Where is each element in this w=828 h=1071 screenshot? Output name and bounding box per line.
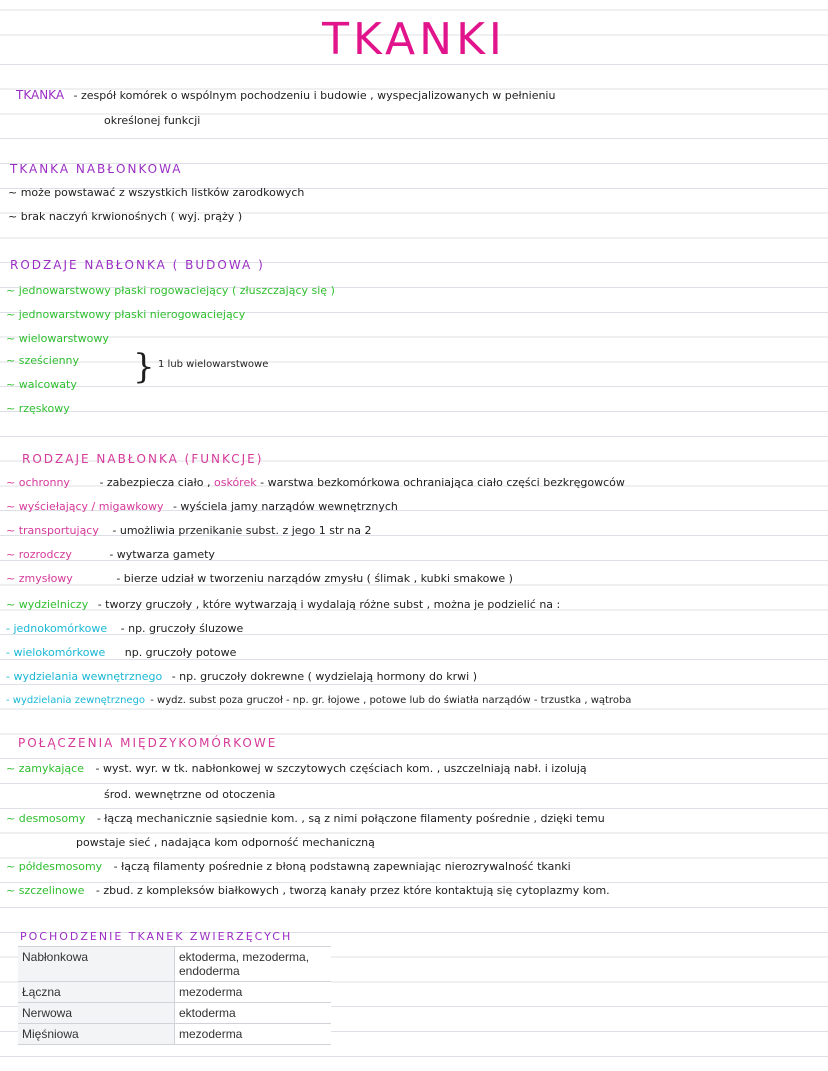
junction-text: - łączą filamenty pośrednie z błoną podstawną zapewniając nierozrywalność tkanki: [113, 860, 571, 873]
epithelium-heading: TKANKA NABŁONKOWA: [10, 162, 183, 176]
origin-cell: mezoderma: [175, 1024, 332, 1045]
structure-item: ~ sześcienny: [6, 354, 80, 367]
function-text: - np. gruczoły śluzowe: [120, 622, 244, 635]
junction-text: - łączą mechanicznie sąsiednie kom. , są z nimi połączone filamenty pośrednie , dzięki temu: [96, 812, 605, 825]
function-extra-text: - warstwa bezkomórkowa ochraniająca ciało części bezkręgowców: [260, 476, 625, 489]
function-text: - umożliwia przenikanie subst. z jego 1 str na 2: [112, 524, 372, 537]
function-line: [6, 476, 625, 490]
origin-heading: POCHODZENIE TKANEK ZWIERZĘCYCH: [20, 930, 293, 943]
tissue-cell: Nabłonkowa: [18, 947, 175, 982]
function-text: - wydz. subst poza gruczoł - np. gr. łojowe , potowe lub do światła narządów - trzustka , wątroba: [150, 695, 632, 706]
function-line: [6, 548, 215, 562]
junction-term: ~ zamykające: [6, 762, 84, 775]
function-line: [6, 646, 236, 660]
function-extra-term: oskórek: [214, 476, 257, 489]
structure-item: ~ walcowaty: [6, 378, 77, 391]
table-row: [18, 1024, 331, 1045]
structure-heading: RODZAJE NABŁONKA ( BUDOWA ): [10, 258, 265, 272]
function-line: [6, 572, 513, 586]
table-row: [18, 947, 331, 982]
origin-cell: ektoderma, mezoderma, endoderma: [175, 947, 332, 982]
structure-item: ~ jednowarstwowy płaski rogowaciejący ( złuszczający się ): [6, 284, 335, 297]
definition-line-2: określonej funkcji: [104, 114, 201, 127]
function-text: - tworzy gruczoły , które wytwarzają i wydalają różne subst , można je podzielić na :: [97, 598, 561, 611]
function-text: - bierze udział w tworzeniu narządów zmysłu ( ślimak , kubki smakowe ): [116, 572, 513, 585]
function-text: np. gruczoły potowe: [124, 646, 237, 659]
definition-term: TKANKA: [16, 88, 65, 102]
tissue-cell: Nerwowa: [18, 1003, 175, 1024]
junction-text: - zbud. z kompleksów białkowych , tworzą kanały przez które kontaktują się cytoplazmy kom.: [95, 884, 610, 897]
junction-line: [6, 860, 571, 874]
function-term: ~ ochronny: [6, 476, 70, 489]
origin-cell: mezoderma: [175, 982, 332, 1003]
origin-table: [18, 946, 331, 1045]
function-term: - wydzielania zewnętrznego: [6, 695, 146, 706]
function-line: [6, 694, 631, 708]
function-line: [6, 524, 372, 538]
function-term: ~ zmysłowy: [6, 572, 73, 585]
table-row: [18, 982, 331, 1003]
structure-item: ~ wielowarstwowy: [6, 332, 109, 345]
table-row: [18, 1003, 331, 1024]
junction-line: [6, 884, 610, 898]
function-heading: RODZAJE NABŁONKA (FUNKCJE): [22, 452, 264, 466]
function-term: ~ transportujący: [6, 524, 99, 537]
junction-cont: środ. wewnętrzne od otoczenia: [104, 788, 276, 801]
brace-symbol: }: [133, 347, 155, 387]
function-term: - wielokomórkowe: [6, 646, 106, 659]
function-line: [6, 500, 398, 514]
function-text: - zabezpiecza ciało ,: [99, 476, 211, 489]
epithelium-item: ~ może powstawać z wszystkich listków zarodkowych: [8, 186, 305, 199]
function-term: - wydzielania wewnętrznego: [6, 670, 163, 683]
junction-line: [6, 762, 587, 776]
epithelium-item: ~ brak naczyń krwionośnych ( wyj. prąży ): [8, 210, 243, 223]
function-text: - np. gruczoły dokrewne ( wydzielają hormony do krwi ): [171, 670, 477, 683]
structure-item: ~ rzęskowy: [6, 402, 70, 415]
definition-line-1: [16, 88, 555, 103]
junction-term: ~ półdesmosomy: [6, 860, 103, 873]
tissue-cell: Łączna: [18, 982, 175, 1003]
function-line: [6, 622, 243, 636]
function-term: - jednokomórkowe: [6, 622, 108, 635]
junction-line: [6, 812, 605, 826]
junction-text: - wyst. wyr. w tk. nabłonkowej w szczytowych częściach kom. , uszczelniają nabł. i izolują: [95, 762, 587, 775]
function-term: ~ wyściełający / migawkowy: [6, 500, 164, 513]
page-title: TKANKI: [322, 14, 506, 65]
junctions-heading: POŁĄCZENIA MIĘDZYKOMÓRKOWE: [18, 736, 278, 750]
origin-cell: ektoderma: [175, 1003, 332, 1024]
structure-item: ~ jednowarstwowy płaski nierogowaciejący: [6, 308, 246, 321]
function-line: [6, 670, 477, 684]
function-text: - wyściela jamy narządów wewnętrznych: [172, 500, 398, 513]
brace-note: 1 lub wielowarstwowe: [158, 359, 269, 370]
function-term: ~ rozrodczy: [6, 548, 72, 561]
junction-cont: powstaje sieć , nadająca kom odporność mechaniczną: [76, 836, 375, 849]
tissue-cell: Mięśniowa: [18, 1024, 175, 1045]
junction-term: ~ desmosomy: [6, 812, 86, 825]
function-term: ~ wydzielniczy: [6, 598, 89, 611]
junction-term: ~ szczelinowe: [6, 884, 85, 897]
function-line: [6, 598, 560, 612]
definition-text: - zespół komórek o wspólnym pochodzeniu i budowie , wyspecjalizowanych w pełnieniu: [73, 89, 556, 102]
function-text: - wytwarza gamety: [109, 548, 215, 561]
